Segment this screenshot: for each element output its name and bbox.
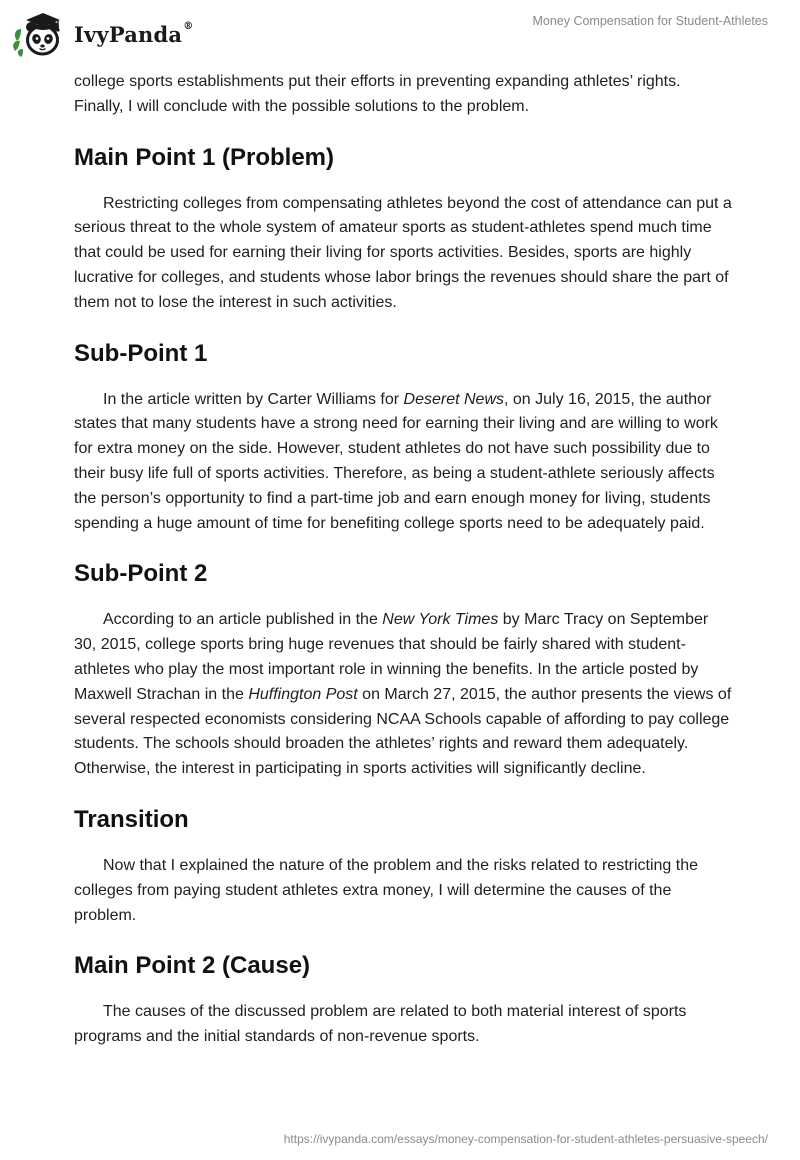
brand-name: IvyPanda® xyxy=(74,20,194,47)
paragraph-text: by Marc Tracy on September 30, 2015, college sports bring huge revenues that should be fairly shared with student-athletes who play the most important role in winning the benefits. In the article posted by Maxwell Strachan in the xyxy=(74,611,709,703)
publication-title: New York Times xyxy=(382,611,499,629)
section-heading: Sub-Point 2 xyxy=(74,560,208,588)
document-title: Money Compensation for Student-Athletes xyxy=(532,14,768,28)
section-paragraph xyxy=(74,388,734,537)
section-transition xyxy=(74,805,734,928)
source-url-link[interactable]: https://ivypanda.com/essays/money-compensation-for-student-athletes-persuasive-speech/ xyxy=(283,1132,768,1146)
section-heading: Sub-Point 1 xyxy=(74,339,208,367)
panda-logo-icon xyxy=(12,8,70,60)
section-paragraph xyxy=(74,608,734,782)
section-sub-point-2 xyxy=(74,559,734,782)
section-heading: Main Point 1 (Problem) xyxy=(74,143,335,171)
essay-content xyxy=(74,70,734,1050)
section-main-point-1 xyxy=(74,143,734,316)
paragraph-text: , on July 16, 2015, the author states that many students have a strong need for earning their living and are willing to work for extra money on the side. However, student athletes do not have such possibility due to their busy life full of sports activities. Therefore, as being a student-athlete seriously affects the person’s opportunity to find a part-time job and earn enough money for living, students spending a huge amount of time for benefiting college sports need to be adequately paid. xyxy=(74,390,718,532)
intro-continuation-paragraph: college sports establishments put their efforts in preventing expanding athletes’ rights. Finally, I will conclude with the possible solutions to the problem. xyxy=(74,73,681,115)
section-paragraph: The causes of the discussed problem are related to both material interest of sports programs and the initial standards of non-revenue sports. xyxy=(74,1003,687,1046)
section-heading: Main Point 2 (Cause) xyxy=(74,952,311,980)
ivypanda-logo[interactable] xyxy=(12,8,193,60)
publication-title: Deseret News xyxy=(403,390,505,408)
paragraph-text: According to an article published in the xyxy=(103,611,383,629)
registered-mark: ® xyxy=(183,20,194,32)
section-heading: Transition xyxy=(74,805,189,833)
page-header xyxy=(0,0,800,64)
section-paragraph: Restricting colleges from compensating athletes beyond the cost of attendance can put a serious threat to the whole system of amateur sports as student-athletes spend much time that could be used for earning their living for sports activities. Besides, sports are highly lucrative for colleges, and students whose labor brings the revenues should share the part of them not to lose the interest in such activities. xyxy=(74,194,732,311)
section-main-point-2 xyxy=(74,951,734,1050)
paragraph-text: on March 27, 2015, the author presents the views of several respected economists considering NCAA Schools capable of affording to pay college students. The schools should broaden the athletes’ rights and reward them adequately. Otherwise, the interest in participating in sports activities will significantly decline. xyxy=(74,685,732,778)
section-paragraph: Now that I explained the nature of the problem and the risks related to restricting the colleges from paying student athletes extra money, I will determine the causes of the problem. xyxy=(74,856,698,924)
paragraph-text: In the article written by Carter Williams for xyxy=(103,390,404,408)
publication-title: Huffington Post xyxy=(248,685,358,703)
section-sub-point-1 xyxy=(74,339,734,537)
